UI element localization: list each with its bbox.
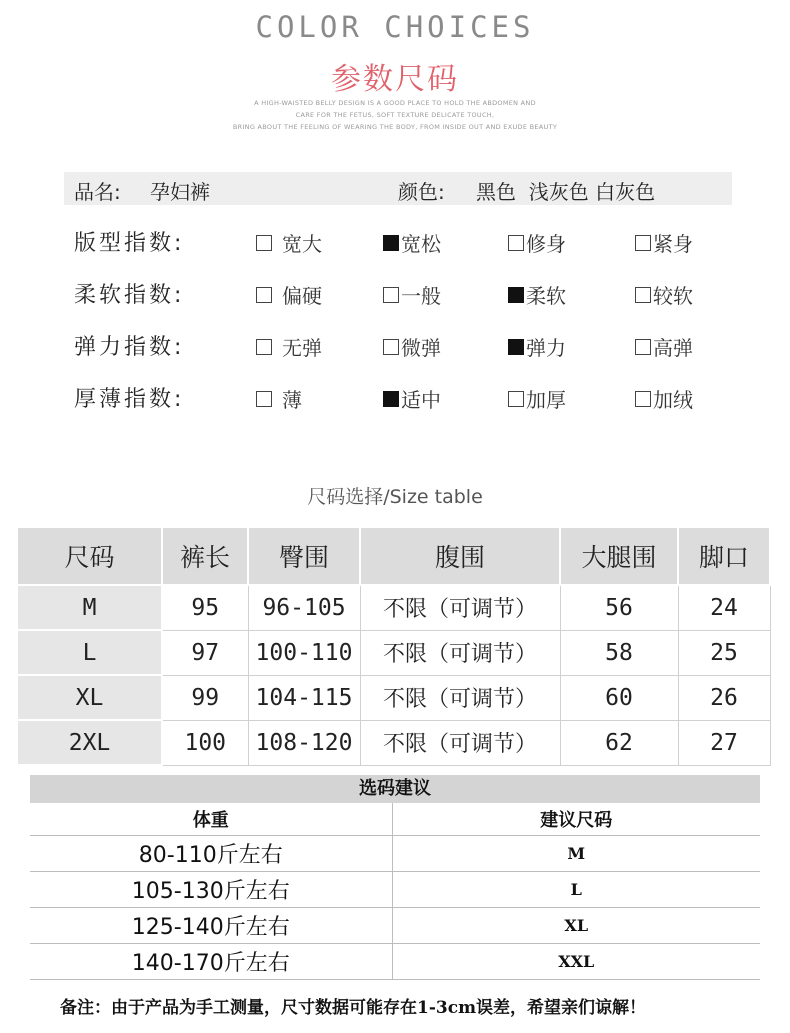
index-option-label: 弹力 bbox=[526, 336, 566, 360]
index-label: 弹力指数: bbox=[74, 335, 185, 360]
unchecked-box-icon bbox=[383, 287, 399, 303]
size-table-cell: 不限（可调节） bbox=[360, 720, 560, 765]
index-option bbox=[635, 332, 693, 361]
unchecked-box-icon bbox=[508, 235, 524, 251]
table-row bbox=[30, 836, 760, 872]
size-table-cell: 95 bbox=[162, 585, 248, 630]
table-row bbox=[18, 720, 770, 765]
index-label: 柔软指数: bbox=[74, 283, 185, 308]
size-table-header: 尺码 bbox=[18, 528, 162, 585]
size-table-header: 腹围 bbox=[360, 528, 560, 585]
index-option bbox=[383, 280, 441, 309]
recommend-header: 建议尺码 bbox=[392, 803, 760, 836]
tagline-2: CARE FOR THE FETUS, SOFT TEXTURE DELICATE TOUCH, bbox=[295, 111, 495, 119]
unchecked-box-icon bbox=[635, 339, 651, 355]
index-option-label: 宽松 bbox=[401, 232, 441, 256]
index-option bbox=[383, 228, 441, 257]
size-cell: L bbox=[392, 872, 760, 908]
size-table-cell: 27 bbox=[678, 720, 770, 765]
name-label: 品名: bbox=[74, 180, 121, 204]
size-table-cell: 97 bbox=[162, 630, 248, 675]
index-option-label: 宽大 bbox=[282, 232, 322, 256]
index-option bbox=[256, 332, 322, 361]
index-option-label: 无弹 bbox=[282, 336, 322, 360]
unchecked-box-icon bbox=[256, 235, 272, 251]
unchecked-box-icon bbox=[383, 339, 399, 355]
title-en: COLOR CHOICES bbox=[255, 10, 535, 44]
size-table-cell: 58 bbox=[560, 630, 678, 675]
size-table bbox=[18, 528, 771, 766]
index-option bbox=[383, 384, 441, 413]
table-row bbox=[18, 630, 770, 675]
recommend-header-row bbox=[30, 803, 760, 836]
size-table-title: 尺码选择/Size table bbox=[307, 486, 483, 508]
index-option-label: 较软 bbox=[653, 284, 693, 308]
size-table-cell: XL bbox=[18, 675, 162, 720]
weight-cell: 140-170斤左右 bbox=[30, 944, 392, 980]
name-value: 孕妇裤 bbox=[150, 180, 210, 204]
size-table-cell: 56 bbox=[560, 585, 678, 630]
size-table-cell: 24 bbox=[678, 585, 770, 630]
weight-cell: 125-140斤左右 bbox=[30, 908, 392, 944]
size-table-cell: 26 bbox=[678, 675, 770, 720]
size-table-cell: 99 bbox=[162, 675, 248, 720]
index-option bbox=[508, 384, 566, 413]
size-table-cell: L bbox=[18, 630, 162, 675]
table-row bbox=[18, 675, 770, 720]
index-option bbox=[256, 228, 322, 257]
index-option-label: 适中 bbox=[401, 388, 441, 412]
size-table-header: 裤长 bbox=[162, 528, 248, 585]
index-option-label: 紧身 bbox=[653, 232, 693, 256]
index-option-label: 薄 bbox=[282, 388, 302, 412]
table-row bbox=[18, 585, 770, 630]
size-table-header: 大腿围 bbox=[560, 528, 678, 585]
index-label: 厚薄指数: bbox=[74, 387, 185, 412]
recommend-header: 体重 bbox=[30, 803, 392, 836]
recommend-table bbox=[30, 803, 760, 980]
index-option bbox=[508, 332, 566, 361]
size-table-cell: 不限（可调节） bbox=[360, 675, 560, 720]
unchecked-box-icon bbox=[635, 287, 651, 303]
index-option bbox=[383, 332, 441, 361]
checked-box-icon bbox=[508, 339, 524, 355]
unchecked-box-icon bbox=[256, 391, 272, 407]
weight-cell: 105-130斤左右 bbox=[30, 872, 392, 908]
size-table-cell: 62 bbox=[560, 720, 678, 765]
note-text: 备注：由于产品为手工测量，尺寸数据可能存在1-3cm误差，希望亲们谅解！ bbox=[60, 998, 647, 1018]
unchecked-box-icon bbox=[256, 339, 272, 355]
size-table-cell: 96-105 bbox=[248, 585, 360, 630]
index-label: 版型指数: bbox=[74, 231, 185, 256]
checked-box-icon bbox=[508, 287, 524, 303]
index-option-label: 加厚 bbox=[526, 388, 566, 412]
index-option-label: 微弹 bbox=[401, 336, 441, 360]
index-option-label: 高弹 bbox=[653, 336, 693, 360]
color-value: 黑色 浅灰色 白灰色 bbox=[476, 180, 656, 204]
unchecked-box-icon bbox=[256, 287, 272, 303]
index-option-label: 柔软 bbox=[526, 284, 566, 308]
size-table-cell: 25 bbox=[678, 630, 770, 675]
unchecked-box-icon bbox=[635, 235, 651, 251]
size-table-cell: 100 bbox=[162, 720, 248, 765]
size-table-cell: 104-115 bbox=[248, 675, 360, 720]
table-row bbox=[30, 872, 760, 908]
size-table-header: 臀围 bbox=[248, 528, 360, 585]
index-option bbox=[256, 384, 302, 413]
recommend-title: 选码建议 bbox=[30, 775, 760, 803]
size-table-cell: 60 bbox=[560, 675, 678, 720]
color-label: 颜色: bbox=[398, 180, 445, 204]
index-option bbox=[635, 384, 693, 413]
index-option-label: 修身 bbox=[526, 232, 566, 256]
index-option bbox=[508, 280, 566, 309]
size-table-header: 脚口 bbox=[678, 528, 770, 585]
table-row bbox=[30, 908, 760, 944]
size-cell: XL bbox=[392, 908, 760, 944]
index-option-label: 偏硬 bbox=[282, 284, 322, 308]
size-table-cell: 不限（可调节） bbox=[360, 585, 560, 630]
tagline-3: BRING ABOUT THE FEELING OF WEARING THE BODY, FROM INSIDE OUT AND EXUDE BEAUTY bbox=[232, 123, 558, 131]
size-cell: M bbox=[392, 836, 760, 872]
size-table-cell: 108-120 bbox=[248, 720, 360, 765]
table-row bbox=[30, 944, 760, 980]
size-table-cell: M bbox=[18, 585, 162, 630]
size-cell: XXL bbox=[392, 944, 760, 980]
title-cn: 参数尺码 bbox=[331, 62, 459, 97]
tagline-1: A HIGH-WAISTED BELLY DESIGN IS A GOOD PLACE TO HOLD THE ABDOMEN AND bbox=[254, 99, 536, 107]
product-info-bar bbox=[64, 172, 732, 205]
size-table-cell: 2XL bbox=[18, 720, 162, 765]
index-option bbox=[256, 280, 322, 309]
index-option-label: 加绒 bbox=[653, 388, 693, 412]
index-option-label: 一般 bbox=[401, 284, 441, 308]
size-table-cell: 不限（可调节） bbox=[360, 630, 560, 675]
size-table-cell: 100-110 bbox=[248, 630, 360, 675]
index-option bbox=[508, 228, 566, 257]
checked-box-icon bbox=[383, 235, 399, 251]
unchecked-box-icon bbox=[635, 391, 651, 407]
unchecked-box-icon bbox=[508, 391, 524, 407]
checked-box-icon bbox=[383, 391, 399, 407]
index-option bbox=[635, 280, 693, 309]
index-option bbox=[635, 228, 693, 257]
weight-cell: 80-110斤左右 bbox=[30, 836, 392, 872]
